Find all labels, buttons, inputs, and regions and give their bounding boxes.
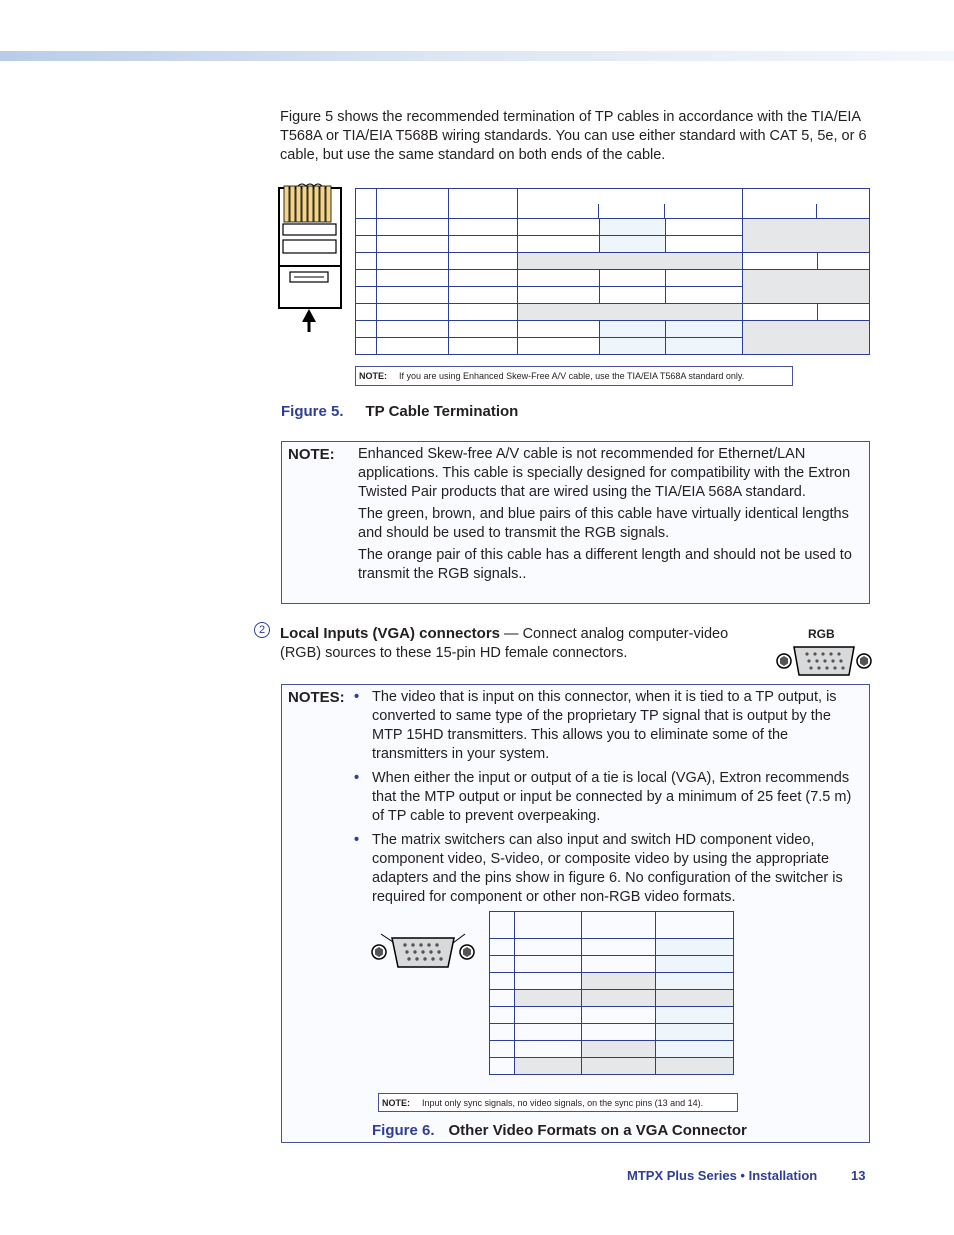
footer-title: MTPX Plus Series • Installation [627, 1168, 818, 1183]
table-row [490, 973, 734, 990]
header-divider [816, 204, 817, 218]
callout-marker-2: 2 [254, 622, 270, 638]
table-row [490, 912, 734, 939]
table-row [490, 956, 734, 973]
bullet-icon: • [354, 832, 360, 848]
rj45-connector-diagram [278, 182, 342, 332]
header-divider [598, 204, 599, 218]
figure5-note-text: If you are using Enhanced Skew-Free A/V cable, use the TIA/EIA T568A standard only. [399, 371, 745, 381]
figure5-caption-number: Figure 5. [281, 403, 344, 420]
table-row [490, 1024, 734, 1041]
note-label: NOTE: [288, 446, 335, 463]
table-row [356, 189, 870, 219]
figure6-caption [372, 1122, 747, 1139]
list-item [354, 831, 859, 907]
list-item [354, 688, 859, 764]
note-paragraph-1: Enhanced Skew-free A/V cable is not recommended for Ethernet/LAN applications. This cable is specially designed for compatibility with the Extron Twisted Pair products that are wired using the TIA/EIA 568A standard. [358, 446, 851, 500]
table-row [356, 219, 870, 236]
list-item [354, 769, 859, 826]
note-paragraph [358, 445, 863, 584]
bullet-icon: • [354, 770, 360, 786]
table-row [490, 990, 734, 1007]
table-row [490, 939, 734, 956]
figure5-caption [281, 403, 518, 420]
figure6-caption-number: Figure 6. [372, 1122, 435, 1139]
tp-termination-table [355, 188, 870, 355]
vga-pinout-connector [367, 930, 479, 979]
list-item-text: The video that is input on this connector, when it is tied to a TP output, is converted to same type of the proprietary TP signal that is output by the MTP 15HD transmitters. This allows you to eliminate some of the transmitters in your system. [372, 689, 837, 762]
top-accent-bar [0, 51, 954, 61]
figure5-caption-title: TP Cable Termination [365, 403, 519, 420]
list-item-text: The matrix switchers can also input and switch HD component video, component video, S-video, or composite video by using the appropriate adapters and the pins show in figure 6. No configuration of the switcher is required for component or other non-RGB video formats. [372, 832, 843, 905]
section2-title: Local Inputs (VGA) connectors [280, 625, 501, 642]
intro-paragraph: Figure 5 shows the recommended termination of TP cables in accordance with the TIA/EIA T568A or TIA/EIA T568B wiring standards. You can use either standard with CAT 5, 5e, or 6 cable, but use the same standard on both ends of the cable. [280, 109, 867, 163]
figure5-note [355, 366, 793, 386]
notes-label: NOTES: [288, 689, 345, 706]
page-number: 13 [851, 1168, 866, 1183]
table-row [356, 253, 870, 270]
list-item-text: When either the input or output of a tie is local (VGA), Extron recommends that the MTP output or input be connected by a minimum of 25 feet (7.5 m) of TP cable to prevent overpeaking. [372, 770, 852, 824]
section2-paragraph [280, 624, 736, 663]
figure6-note [378, 1093, 738, 1112]
vga-connector-icon [775, 642, 873, 685]
video-format-pin-table [489, 911, 734, 1075]
figure6-note-text: Input only sync signals, no video signals, on the sync pins (13 and 14). [422, 1097, 704, 1108]
table-row [490, 1041, 734, 1058]
bullet-icon: • [354, 689, 360, 705]
header-divider [664, 204, 665, 218]
figure5-note-label: NOTE: [359, 371, 387, 381]
table-row [356, 270, 870, 287]
rgb-label: RGB [808, 627, 835, 641]
table-row [356, 321, 870, 338]
figure6-note-label: NOTE: [382, 1097, 410, 1108]
table-row [356, 304, 870, 321]
note-box-cable [281, 441, 870, 604]
figure6-caption-title: Other Video Formats on a VGA Connector [448, 1122, 747, 1139]
table-row [490, 1007, 734, 1024]
notes-list [354, 688, 859, 907]
table-row [490, 1058, 734, 1075]
section2-body: — Connect analog computer-video (RGB) sources to these 15-pin HD female connectors. [280, 626, 729, 661]
note-paragraph-2: The green, brown, and blue pairs of this cable have virtually identical lengths and should be used to transmit the RGB signals. [358, 506, 849, 541]
note-paragraph-3: The orange pair of this cable has a different length and should not be used to transmit the RGB signals.. [358, 547, 852, 582]
